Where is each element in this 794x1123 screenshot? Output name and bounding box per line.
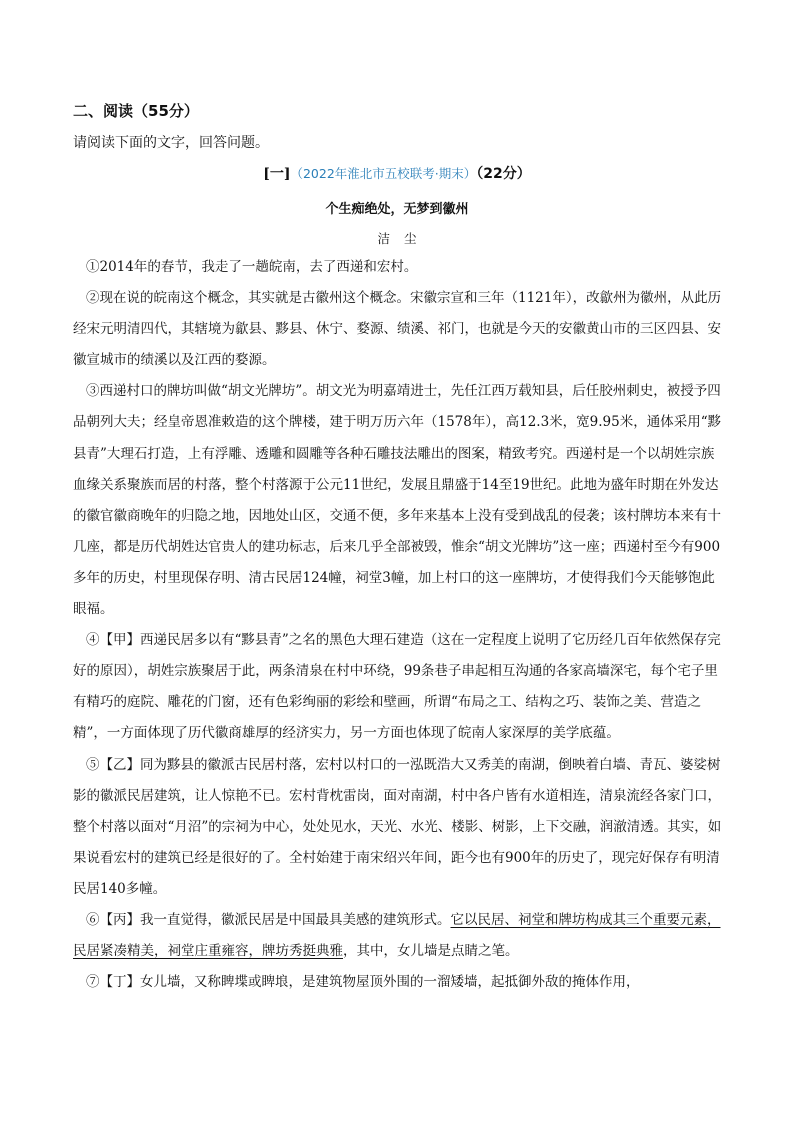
paragraph-5: ⑤【乙】同为黟县的徽派古民居村落，宏村以村口的一泓既浩大又秀美的南湖，倒映着白墙、青瓦、婆娑树影的徽派民居建筑，让人惊艳不已。宏村背枕雷岗，面对南湖，村中各户皆有水道相连，清泉流经各家门口，整个村落以面对“月沼”的宗祠为中心，处处见水，天光、水光、楼影、树影，上下交融，润澈清透。其实，如果说看宏村的建筑已经是很好的了。全村始建于南宋绍兴年间，距今也有900年的历史了，现完好保存有明清民居140多幢。 <box>73 756 722 897</box>
article-body <box>73 252 723 998</box>
paragraph-6-start: ⑥【丙】我一直觉得，徽派民居是中国最具美感的建筑形式。 <box>86 911 451 928</box>
paragraph-2: ②现在说的皖南这个概念，其实就是古徽州这个概念。宋徽宗宣和三年（1121年），改歙州为徽州，从此历经宋元明清四代，其辖境为歙县、黟县、休宁、婺源、绩溪、祁门，也就是今天的安徽黄山市的三区四县、安徽宣城市的绩溪以及江西的婺源。 <box>73 290 722 369</box>
underlined-sentence: 它以民居、祠堂和牌坊构成其三个重要元素，民居紧凑精美，祠堂庄重雍容，牌坊秀挺典雅 <box>73 911 721 960</box>
paragraph-6 <box>73 905 723 967</box>
article-author: 洁尘 <box>377 231 431 246</box>
passage-number: [一] <box>263 166 291 182</box>
passage-source: （2022年淮北市五校联考·期末） <box>290 166 477 181</box>
article-title: 个生痴绝处，无梦到徽州 <box>325 202 469 217</box>
passage-header <box>0 163 794 183</box>
section-title: 二、阅读（55分） <box>73 102 199 120</box>
paragraph-7: ⑦【丁】女儿墙，又称睥堞或睥埌，是建筑物屋顶外围的一溜矮墙，起抵御外敌的掩体作用， <box>86 974 640 991</box>
instruction-text: 请阅读下面的文字，回答问题。 <box>73 135 269 151</box>
passage-points: （22分） <box>476 166 531 182</box>
paragraph-3: ③西递村口的牌坊叫做“胡文光牌坊”。胡文光为明嘉靖进士，先任江西万载知县，后任胶州刺史，被授予四品朝列大夫；经皇帝恩准敕造的这个牌楼，建于明万历六年（1578年），高12.3米，宽9.95米，通体采用“黟县青”大理石打造，上有浮雕、透雕和圆雕等各种石雕技法雕出的图案，精致考究。西递村是一个以胡姓宗族血缘关系聚族而居的村落，整个村落源于公元11世纪，发展且鼎盛于14至19世纪。此地为盛年时期在外发达的徽官徽商晚年的归隐之地，因地处山区，交通不便，多年来基本上没有受到战乱的侵袭；该村牌坊本来有十几座，都是历代胡姓达官贵人的建功标志，后来几乎全部被毁，惟余“胡文光牌坊”这一座；西递村至今有900多年的历史，村里现保存明、清古民居124幢，祠堂3幢，加上村口的这一座牌坊，才使得我们今天能够饱此眼福。 <box>73 383 722 618</box>
paragraph-6-end: ，其中，女儿墙是点睛之笔。 <box>343 943 519 960</box>
paragraph-1: ①2014年的春节，我走了一趟皖南，去了西递和宏村。 <box>86 259 418 275</box>
paragraph-4: ④【甲】西递民居多以有“黟县青”之名的黑色大理石建造（这在一定程度上说明了它历经几百年依然保存完好的原因），胡姓宗族聚居于此，两条清泉在村中环绕，99条巷子串起相互沟通的各家高墙深宅，每个宅子里有精巧的庭院、雕花的门窗，还有色彩绚丽的彩绘和壁画，所谓“布局之工、结构之巧、装饰之美、营造之精”，一方面体现了历代徽商雄厚的经济实力，另一方面也体现了皖南人家深厚的美学底蕴。 <box>73 632 721 742</box>
